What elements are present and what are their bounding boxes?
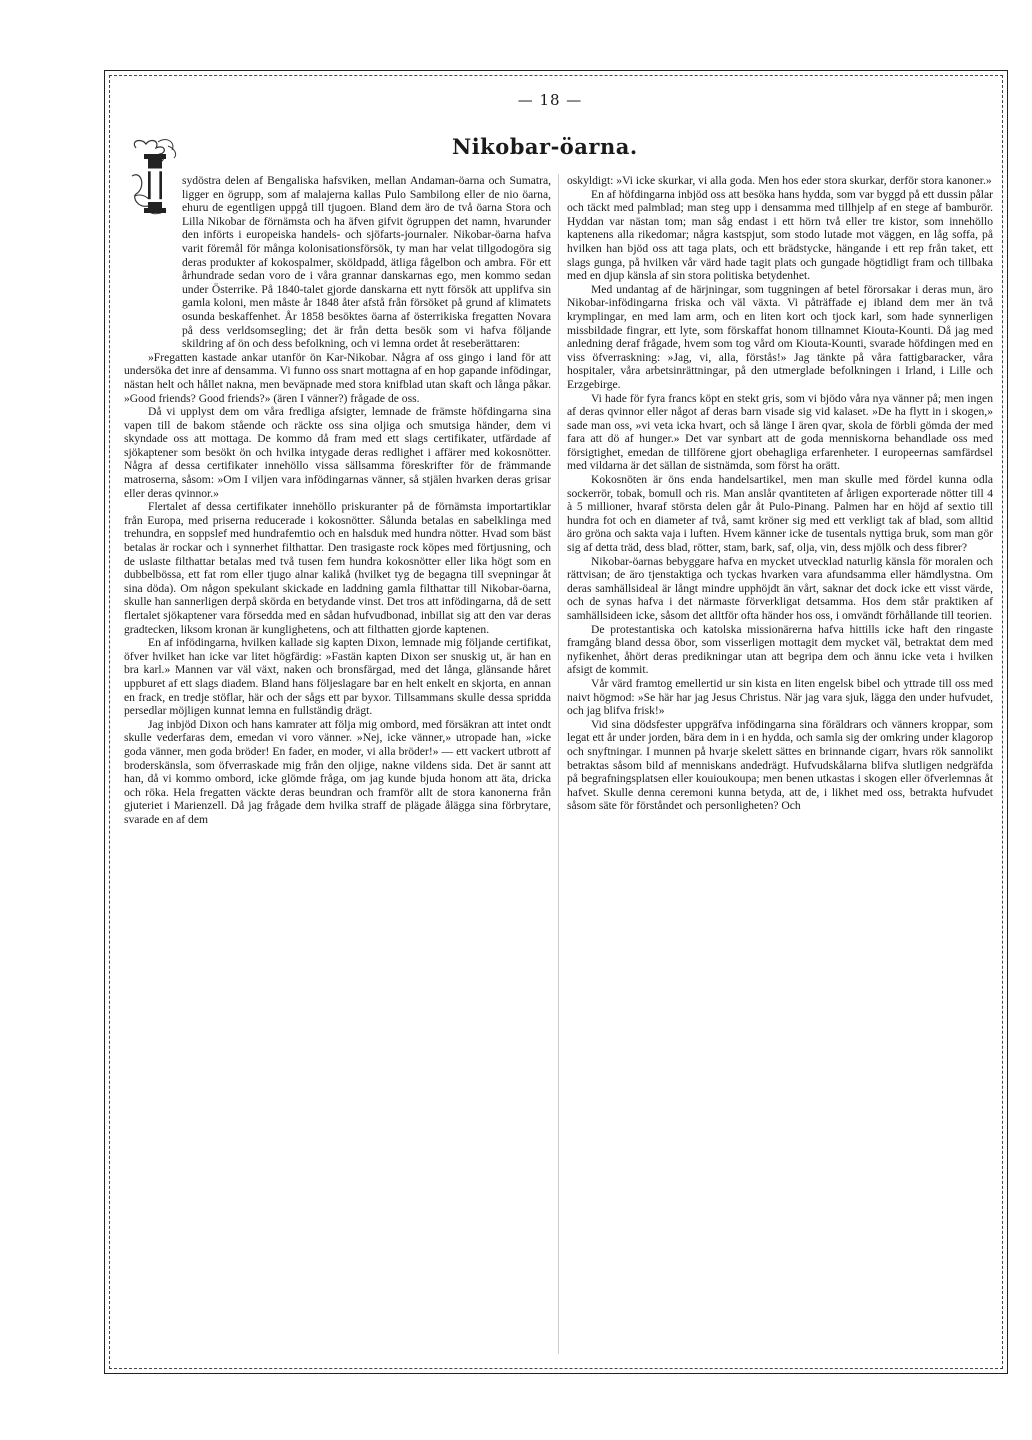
paragraph: Nikobar-öarnas bebyggare hafva en mycket utvecklad naturlig känsla för moralen och rättvisan; de äro tjenstaktiga och tyckas hvarken vara afundsamma eller hämdlystna. Om deras samhällsideal är långt mindre upphöjdt än vårt, saknar det dock icke ett visst värde, och de synas hafva i det närmaste förverkligat detsamma. Hos dem står praktiken af samhällsideen icke, såsom det alltför ofta händer hos oss, i omvändt förhållande till teorien. — [567, 554, 993, 622]
left-column — [124, 174, 551, 827]
paragraph: Jag inbjöd Dixon och hans kamrater att följa mig ombord, med försäkran att intet ondt skulle vederfaras dem, emedan vi voro vänner. »Nej, icke vänner,» utropade han, »icke goda vänner, men goda bröder! En fader, en moder, vi alla bröder!» — ett vackert utbrott af broderskänsla, som öfverraskade mig från den oljige, nakne vildens sida. Det är sannt att han, då vi kommo ombord, icke glömde fråga, om jag kunde bjuda honom att äta, dricka och röka. Hela fregatten väckte deras beundran och framför allt de stora kanonerna från gjuteriet i Marienzell. Då jag frågade dem hvilka straff de plägade ålägga sina förbrytare, svarade en af dem — [124, 717, 551, 826]
paragraph: Med undantag af de härjningar, som tuggningen af betel förorsakar i deras mun, äro Nikobar-infödingarna friska och väl växta. Vi påträffade ej ibland dem mer än två krymplingar, en med lam arm, och en liten kort och tjock karl, som hade synnerligen missbildade fingrar, ett lyte, som förskaffat honom tillnamnet Kiouta-Kounti. Då jag med anledning deraf frågade, hvem som tog vård om Kiouta-Kounti, svarade höfdingen med en viss öfverraskning: »Jag, vi, alla, förstås!» Jag tänkte på våra fattigbaracker, våra hospitaler, våra arbetsinrättningar, på den utmerglade befolkningen i Irland, i Lille och Erzgebirge. — [567, 282, 993, 391]
paragraph: Flertalet af dessa certifikater innehöllo priskuranter på de förnämsta importartiklar från Europa, med priserna reducerade i kokosnötter. Sålunda betalas en sabelklinga med trehundra, en soppslef med hundrafemtio och en halsduk med hundra nötter. Hvad som bäst betalas är rockar och i synnerhet filthattar. Den trasigaste rock köpes med förtjusning, och de uslaste filthattar betalas med två tusen fem hundra kokosnötter eller lika högt som en dubbelbössa, ett fat rom eller tjugo alnar kalikå (hvilket tyg de begagna till svepningar åt sina döda). Om någon spekulant skickade en laddning gamla filthattar till Nikobar-öarna, skulle han sannerligen derpå skörda en betydande vinst. Det tros att infödingarna, då de sett flertalet sjökaptener vara försedda med en sådan hufvudbonad, inbillat sig att den var deras gradtecken, liksom kronan är kunglighetens, och att filthatten gjorde kaptenen. — [124, 500, 551, 636]
paragraph: En af höfdingarna inbjöd oss att besöka hans hydda, som var byggd på ett dussin pålar och täckt med palmblad; man steg upp i densamma med tillhjelp af en stege af bamburör. Hyddan var nästan tom; man såg endast i ett hörn två eller tre kistor, som innehöllo kaptenens alla rikedomar; några kastspjut, som stodo lutade mot väggen, en låg soffa, på hvilken han bjöd oss att taga plats, och ett brädstycke, hängande i ett rep från taket, ett slags gunga, på hvilken vår värd hade tagit plats och gungade högtidligt fram och tillbaka med en djup känsla af sin stora politiska betydenhet. — [567, 187, 993, 283]
paragraph: Då vi upplyst dem om våra fredliga afsigter, lemnade de främste höfdingarna sina vapen till de bakom stående och räckte oss sina oljiga och smutsiga händer, dem vi skyndade oss att mottaga. De kommo då fram med ett slags certifikater, utfärdade af sjökaptener som besökt ön och hvilka intygade deras redlighet i affärer med kokosnötter. Några af dessa certifikater innehöllo vissa sällsamma föreskrifter för de främmande matroserna, såsom: »Om I viljen vara infödingarnas vänner, så stjälen hvarken deras grisar eller deras qvinnor.» — [124, 405, 551, 500]
paragraph: Vid sina dödsfester uppgräfva infödingarna sina föräldrars och vänners kroppar, som legat ett år under jorden, bära dem in i en hydda, och samla sig der omkring under klagorop och snyftningar. I munnen på hvarje skelett sättes en brinnande cigarr, hvars rök sannolikt betraktas såsom bild af menniskans andedrägt. Hufvudskålarna blifva slutligen nedgräfda på begrafningsplatsen eller kouioukoupa; men benen utkastas i skogen eller öfverlemnas åt hafvet. Skulle denna ceremoni kunna betyda, att de, i likhet med oss, betrakta hufvudet såsom säte för förståndet och personligheten? Och — [567, 717, 993, 813]
paragraph: En af infödingarna, hvilken kallade sig kapten Dixon, lemnade mig följande certifikat, öfver hvilket han icke var litet högfärdig: »Fastän kapten Dixon ser snuskig ut, är han en bra karl.» Mannen var väl växt, naken och bronsfärgad, med det långa, glänsande håret uppburet af ett slags diadem. Bland hans följeslagare bar en helt enkelt en skjorta, en annan en frack, en tredje stöflar, här och der sågs ett par byxor. Tillsammans skulle dessa spridda persedlar möjligen kunnat lemna en fullständig drägt. — [124, 636, 551, 718]
paragraph: Kokosnöten är öns enda handelsartikel, men man skulle med fördel kunna odla sockerrör, tobak, bomull och ris. Man anslår qvantiteten af årligen exporterade nötter till 4 à 5 millioner, hvaraf största delen går åt Pulo-Pinang. Palmen har en höjd af sextio till hundra fot och en diameter af två, samt kröner sig med ett verkligt tak af blad, som alltid äro gröna och sakta vaja i luften. Hvem känner icke de tusentals nyttiga bruk, som man gör sig af detta träd, dess blad, rötter, stam, bark, saf, olja, vin, dess mjölk och dess fibrer? — [567, 473, 993, 555]
paragraph: oskyldigt: »Vi icke skurkar, vi alla goda. Men hos eder stora skurkar, derför stora kanoner.» — [567, 174, 992, 187]
paragraph: »Fregatten kastade ankar utanför ön Kar-Nikobar. Några af oss gingo i land för att undersöka det inre af densamma. Vi funno oss snart mottagna af en hop gapande infödingar, nästan helt och hållet nakna, men beväpnade med stora knifblad utan skaft och långa påkar. »Good friends? Good friends?» (ären I vänner?) frågade de oss. — [124, 350, 551, 405]
paragraph: De protestantiska och katolska missionärerna hafva hittills icke haft den ringaste framgång bland dessa öbor, som visserligen mottagit dem mycket väl, betraktat dem med nyfikenhet, åhört deras predikningar utan att begripa dem och ännu icke veta i hvilken afsigt de kommit. — [567, 622, 993, 677]
column-divider — [558, 174, 559, 1354]
paragraph: Vi hade för fyra francs köpt en stekt gris, som vi bjödo våra nya vänner på; men ingen af deras qvinnor eller något af deras barn visade sig vid kalaset. »De ha flytt in i skogen,» sade man oss, »vi veta icka hvart, och så länge I ären qvar, skola de förbli gömda der med fara att dö af hunger.» Det var synbart att de goda menniskorna behandlade oss med försigtighet, emedan de tillförene gjort obehagliga erfarenheter. I europeernas samfärdsel med vildarna är det sällan de sistnämda, som först ha orätt. — [567, 391, 993, 473]
page-number: — 18 — — [517, 91, 583, 109]
right-column — [567, 174, 993, 813]
paragraph: Vår värd framtog emellertid ur sin kista en liten engelsk bibel och yttrade till oss med naivt högmod: »Se här har jag Jesus Christus. När jag vara sjuk, lägga den under hufvudet, och jag blifva frisk!» — [567, 676, 993, 718]
paragraph: sydöstra delen af Bengaliska hafsviken, mellan Andaman-öarna och Sumatra, ligger en ögrupp, som af malajerna kallas Pulo Sambilong eller de nio öarna, ehuru de egentligen uppgå till tjugoen. Bland dem äro de två öarna Stora och Lilla Nikobar de förnämsta och ha äfven gifvit ögruppen det namn, hvarunder den införts i europeiska handels- och sjöfarts-journaler. Nikobar-öarna hafva varit föremål för många kolonisationsförsök, ty man har velat tillgodogöra sig deras produkter af kokospalmer, sköldpadd, ätliga fågelbon och ambra. För ett århundrade sedan voro de i våra grannar danskarnas ego, men kommo sedan under Österrike. På 1840-talet gjorde danskarna ett nytt försök att upplifva sin gamla koloni, men måste år 1848 åter afstå från försöket på grund af klimatets osunda beskaffenhet. År 1858 besöktes öarna af österrikiska fregatten Novara på dess verldsomsegling; det är från detta besök som vi hafva följande skildring af ön och dess befolkning, och vi lemna ordet åt reseberättaren: — [182, 174, 551, 351]
article-title: Nikobar-öarna. — [452, 134, 638, 159]
svg-text:I: I — [144, 159, 166, 213]
